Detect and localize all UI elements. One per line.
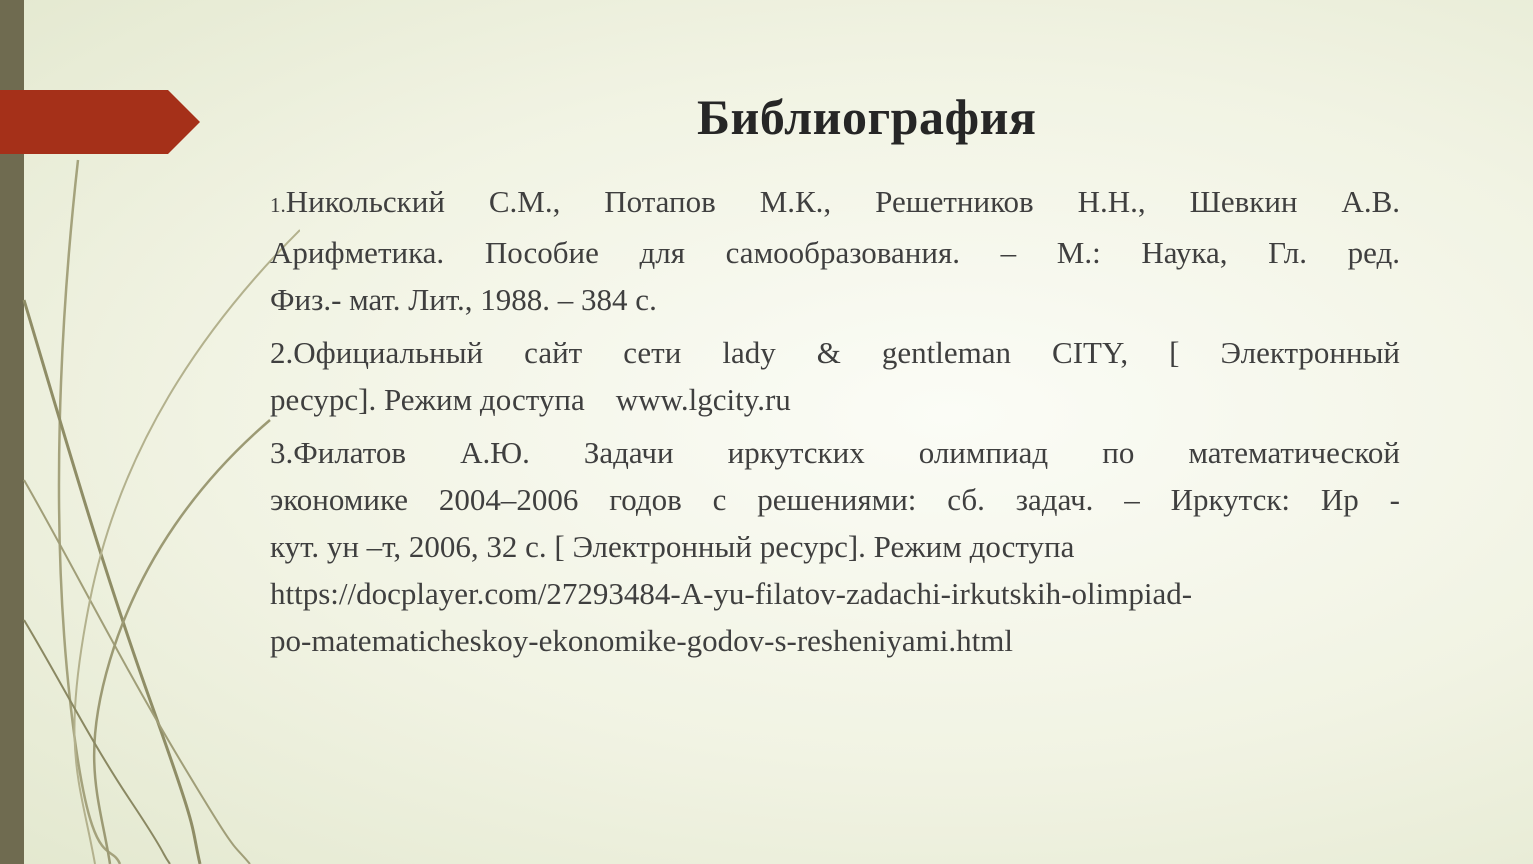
entry-number: 2.	[270, 335, 294, 370]
entry-line: ресурс]. Режим доступа www.lgcity.ru	[270, 382, 791, 417]
entry-line: кут. ун –т, 2006, 32 с. [ Электронный ресурс]. Режим доступа	[270, 529, 1075, 564]
bibliography-list	[270, 178, 1400, 670]
entry-line: экономике 2004–2006 годов с решениями: сб. задач. – Иркутск: Ир -	[270, 482, 1400, 517]
entry-line: Арифметика. Пособие для самообразования. – М.: Наука, Гл. ред.	[270, 235, 1400, 270]
entry-line: Никольский С.М., Потапов М.К., Решетников Н.Н., Шевкин А.В.	[285, 184, 1400, 219]
bibliography-entry-1	[270, 178, 1400, 323]
entry-line: Физ.- мат. Лит., 1988. – 384 с.	[270, 282, 657, 317]
bibliography-entry-2	[270, 329, 1400, 423]
title-accent-arrow	[0, 90, 200, 154]
page-title: Библиография	[697, 89, 1037, 145]
entry-line: Филатов А.Ю. Задачи иркутских олимпиад по математической	[293, 435, 1400, 470]
entry-url-line: po-matematicheskoy-ekonomike-godov-s-resheniyami.html	[270, 623, 1013, 658]
entry-url-line: https://docplayer.com/27293484-A-yu-filatov-zadachi-irkutskih-olimpiad-	[270, 576, 1193, 611]
bibliography-entry-3	[270, 429, 1400, 664]
entry-number: 1.	[270, 193, 286, 217]
entry-line: Официальный сайт сети lady & gentleman CITY, [ Электронный	[293, 335, 1400, 370]
entry-number: 3.	[270, 435, 294, 470]
